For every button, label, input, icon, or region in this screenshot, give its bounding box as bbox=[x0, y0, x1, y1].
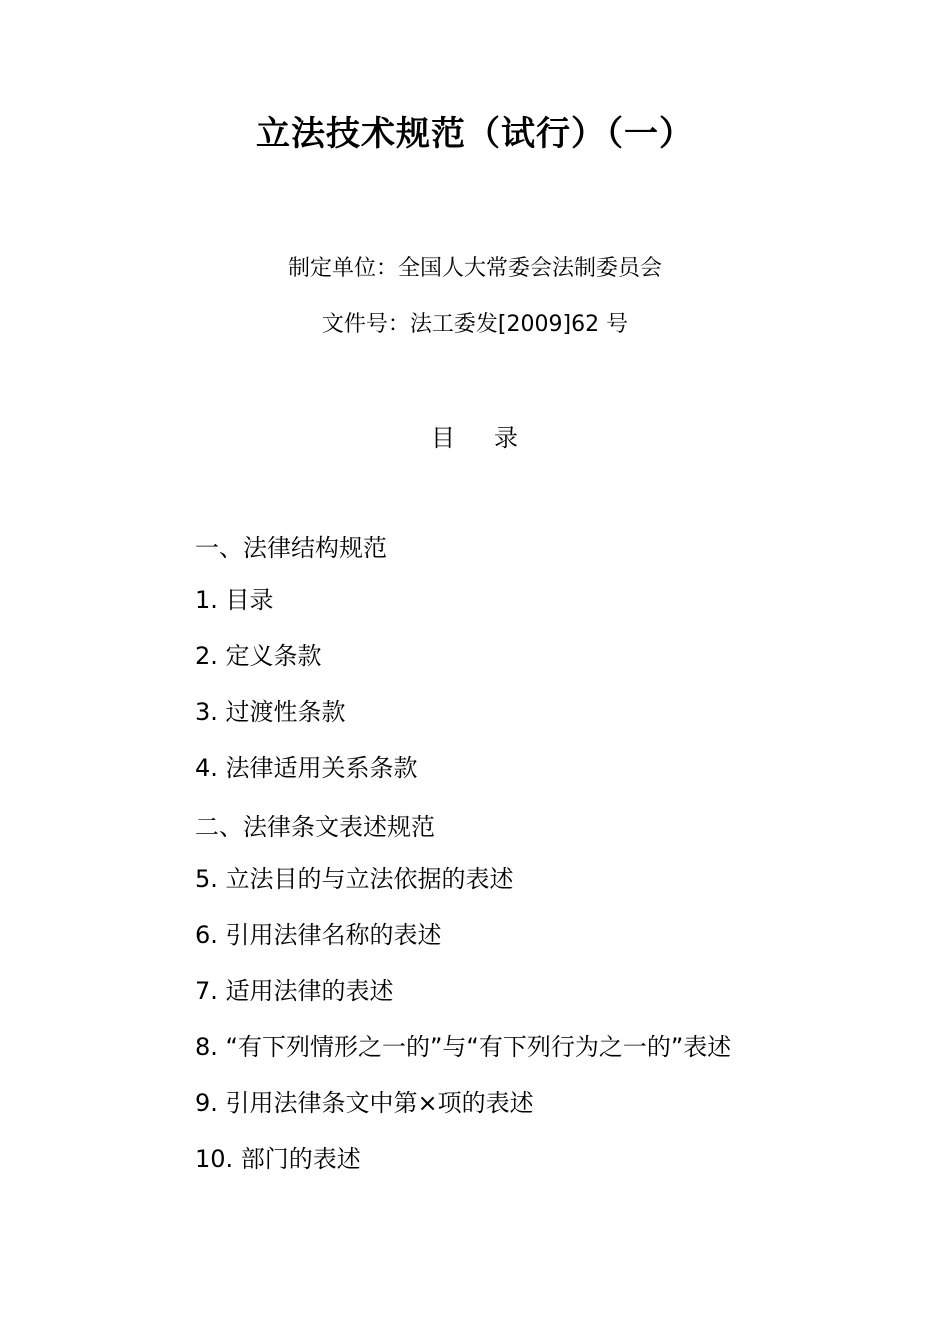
document-number: 文件号：法工委发[2009]62 号 bbox=[321, 312, 629, 337]
toc-item-6: 6. 引用法律名称的表述 bbox=[195, 921, 442, 949]
toc-heading bbox=[0, 422, 950, 454]
toc-item-7: 7. 适用法律的表述 bbox=[195, 977, 394, 1005]
document-title: 立法技术规范（试行）（一） bbox=[256, 114, 694, 154]
toc-section-1: 一、法律结构规范 bbox=[195, 534, 387, 562]
toc-item-3: 3. 过渡性条款 bbox=[195, 698, 346, 726]
toc-heading-left: 目 bbox=[431, 424, 456, 452]
toc-item-5: 5. 立法目的与立法依据的表述 bbox=[195, 865, 514, 893]
toc-item-10: 10. 部门的表述 bbox=[195, 1145, 361, 1173]
toc-item-2: 2. 定义条款 bbox=[195, 642, 322, 670]
toc-item-1: 1. 目录 bbox=[195, 586, 274, 614]
toc-section-2: 二、法律条文表述规范 bbox=[195, 813, 435, 841]
toc-item-9: 9. 引用法律条文中第×项的表述 bbox=[195, 1089, 534, 1117]
issuing-unit: 制定单位：全国人大常委会法制委员会 bbox=[287, 256, 662, 281]
toc-heading-right: 录 bbox=[494, 424, 519, 452]
toc-item-8: 8. “有下列情形之一的”与“有下列行为之一的”表述 bbox=[195, 1033, 732, 1061]
toc-item-4: 4. 法律适用关系条款 bbox=[195, 754, 418, 782]
